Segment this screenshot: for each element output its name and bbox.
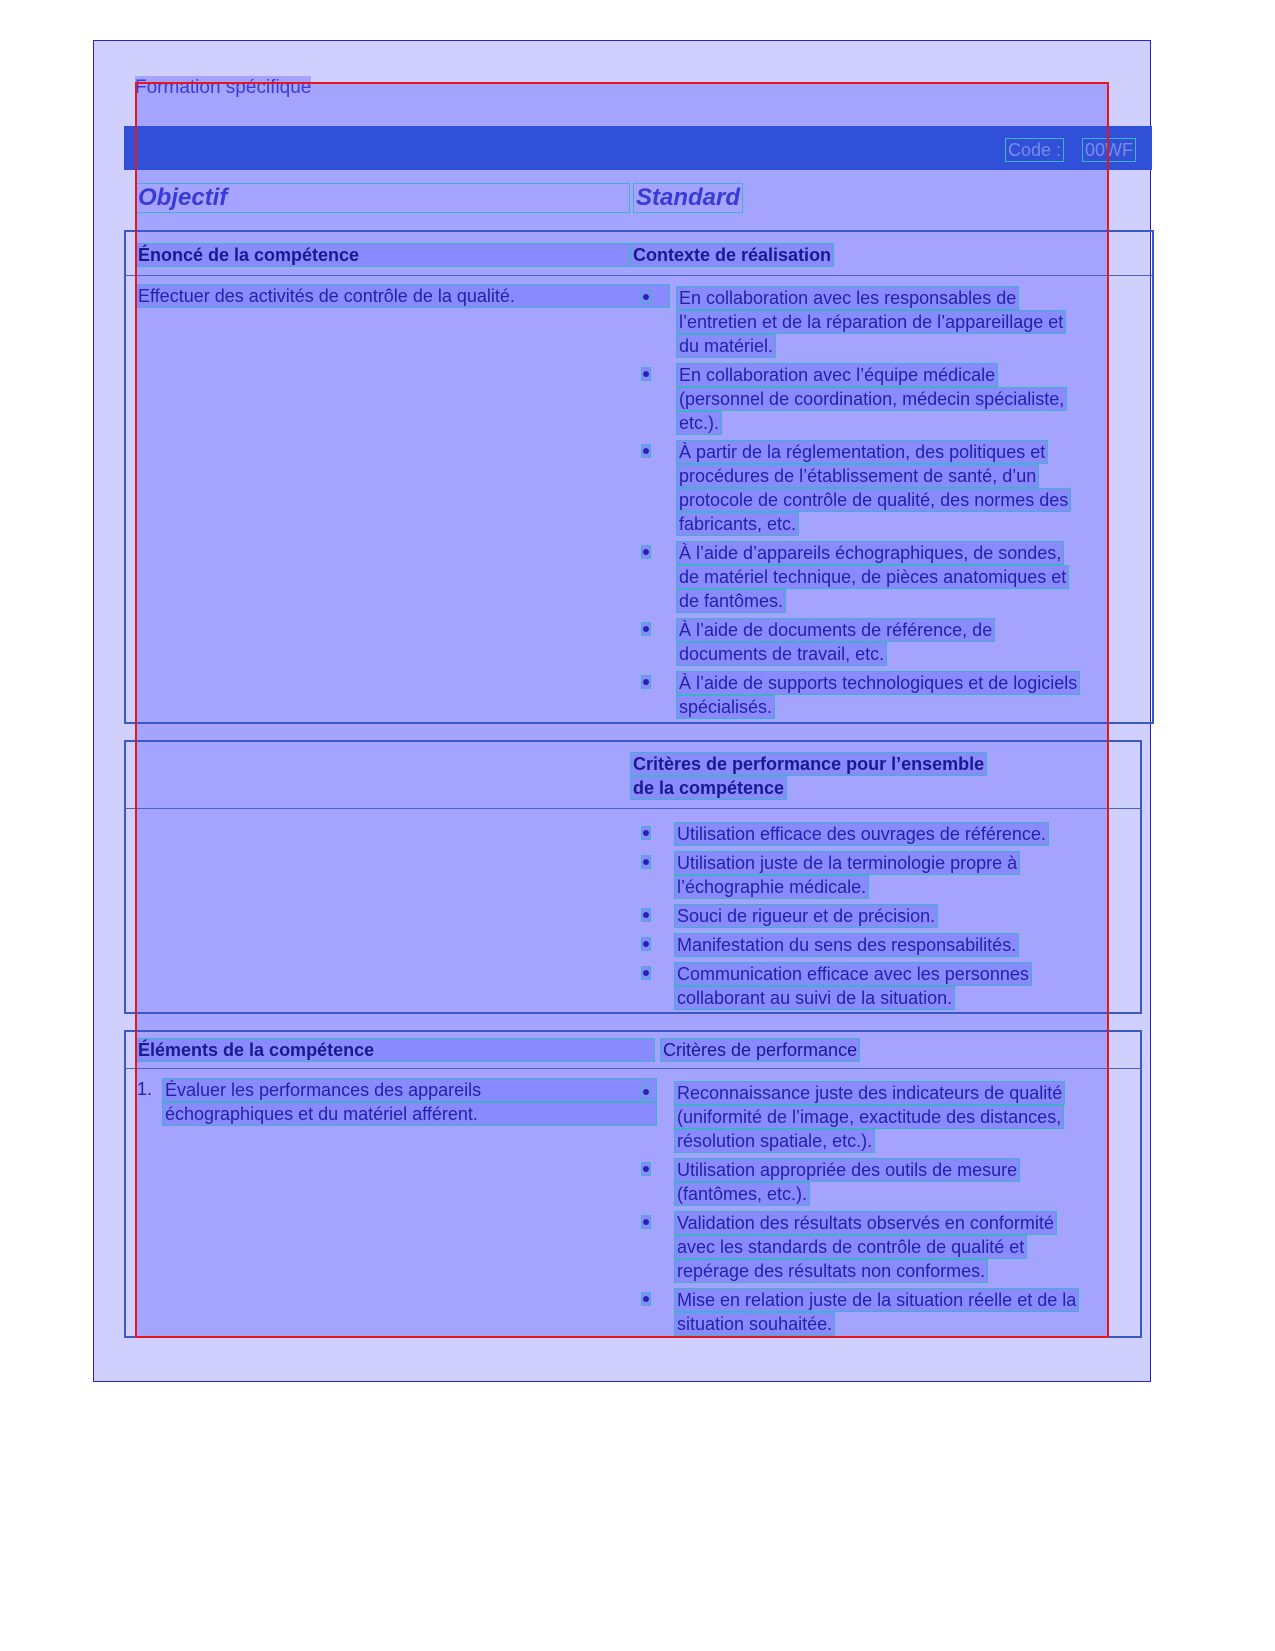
bullet-icon [641, 855, 651, 869]
competence-statement: Effectuer des activités de contrôle de la qualité. [135, 284, 670, 308]
statement-heading: Énoncé de la compétence [135, 243, 630, 267]
list-item-line: procédures de l’établissement de santé, d’un [676, 464, 1039, 488]
list-item-line: À l’aide de supports technologiques et de logiciels [676, 671, 1080, 695]
global-criteria-heading-line1: Critères de performance pour l’ensemble [630, 752, 987, 776]
list-item-line: situation souhaitée. [674, 1312, 835, 1336]
list-item-line: En collaboration avec l’équipe médicale [676, 363, 998, 387]
code-value: 00WF [1082, 138, 1136, 162]
list-item-line: protocole de contrôle de qualité, des normes des [676, 488, 1071, 512]
bullet-icon [641, 1215, 651, 1229]
list-item-line: du matériel. [676, 334, 776, 358]
document-section-label: Formation spécifique [135, 77, 312, 98]
list-item-line: de matériel technique, de pièces anatomiques et [676, 565, 1069, 589]
bullet-icon [641, 367, 651, 381]
list-item-line: repérage des résultats non conformes. [674, 1259, 988, 1283]
code-label: Code : [1005, 138, 1064, 162]
bullet-icon [641, 675, 651, 689]
standard-heading: Standard [633, 183, 743, 213]
list-item-line: En collaboration avec les responsables de [676, 286, 1019, 310]
bullet-icon [641, 1292, 651, 1306]
list-item-line: Validation des résultats observés en conformité [674, 1211, 1057, 1235]
list-item-line: Utilisation juste de la terminologie propre à [674, 851, 1020, 875]
bullet-icon [641, 545, 651, 559]
bullet-icon [641, 444, 651, 458]
header-rule [124, 808, 1142, 809]
code-bar [124, 126, 1152, 170]
list-item-line: de fantômes. [676, 589, 786, 613]
list-item-line: collaborant au suivi de la situation. [674, 986, 955, 1010]
list-item-line: spécialisés. [676, 695, 775, 719]
bullet-icon [641, 290, 651, 304]
list-item-line: (uniformité de l’image, exactitude des distances, [674, 1105, 1064, 1129]
list-item-line: À l’aide de documents de référence, de [676, 618, 995, 642]
list-item-line: Souci de rigueur et de précision. [674, 904, 938, 928]
list-item-line: avec les standards de contrôle de qualité et [674, 1235, 1027, 1259]
elements-heading: Éléments de la compétence [135, 1038, 655, 1062]
list-item-line: l’échographie médicale. [674, 875, 869, 899]
list-item-line: (fantômes, etc.). [674, 1182, 810, 1206]
bullet-icon [641, 966, 651, 980]
context-heading: Contexte de réalisation [630, 243, 834, 267]
list-item-line: fabricants, etc. [676, 512, 799, 536]
list-item-line: Manifestation du sens des responsabilités. [674, 933, 1019, 957]
bullet-icon [641, 908, 651, 922]
list-item-line: Utilisation appropriée des outils de mesure [674, 1158, 1020, 1182]
list-item-line: (personnel de coordination, médecin spécialiste, [676, 387, 1067, 411]
list-item-line: À l’aide d’appareils échographiques, de sondes, [676, 541, 1064, 565]
list-item-line: Utilisation efficace des ouvrages de référence. [674, 822, 1049, 846]
element-text-line1: Évaluer les performances des appareils [162, 1078, 657, 1102]
list-item-line: Mise en relation juste de la situation réelle et de la [674, 1288, 1079, 1312]
element-text-line2: échographiques et du matériel afférent. [162, 1102, 657, 1126]
global-criteria-heading-line2: de la compétence [630, 776, 787, 800]
list-item-line: documents de travail, etc. [676, 642, 887, 666]
bullet-icon [641, 1162, 651, 1176]
list-item-line: l’entretien et de la réparation de l’appareillage et [676, 310, 1066, 334]
bullet-icon [641, 826, 651, 840]
list-item-line: résolution spatiale, etc.). [674, 1129, 875, 1153]
list-item-line: Communication efficace avec les personnes [674, 962, 1032, 986]
bullet-icon [641, 1085, 651, 1099]
criteria-heading: Critères de performance [660, 1038, 860, 1062]
header-rule [124, 275, 1154, 276]
list-item-line: À partir de la réglementation, des politiques et [676, 440, 1048, 464]
header-rule [124, 1068, 1142, 1069]
bullet-icon [641, 937, 651, 951]
list-item-line: etc.). [676, 411, 722, 435]
bullet-icon [641, 622, 651, 636]
objectif-heading: Objectif [135, 183, 630, 213]
element-number: 1. [137, 1079, 153, 1099]
list-item-line: Reconnaissance juste des indicateurs de qualité [674, 1081, 1065, 1105]
